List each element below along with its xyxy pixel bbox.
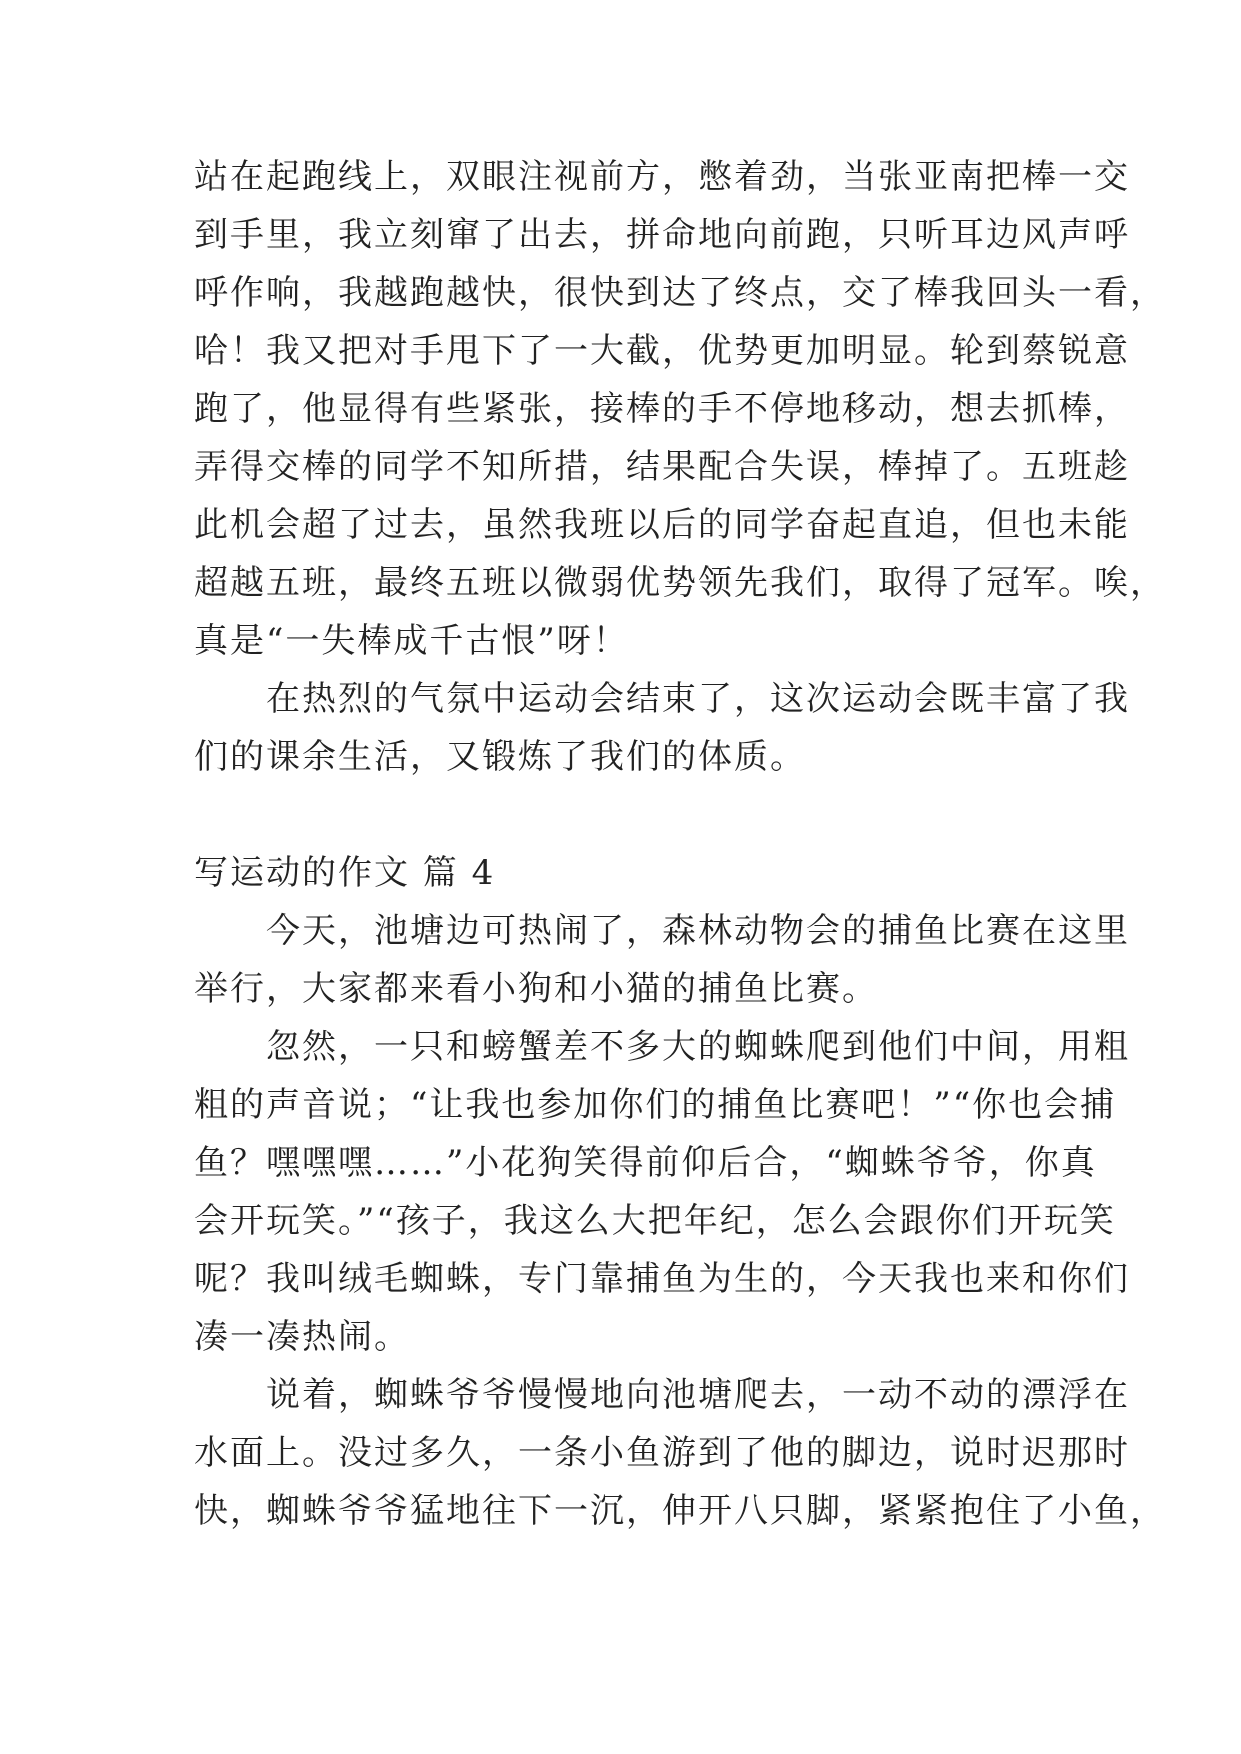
text-line: 跑了，他显得有些紧张，接棒的手不停地移动，想去抓棒， [194,389,1130,429]
text-line: 到手里，我立刻窜了出去，拼命地向前跑，只听耳边风声呼 [194,215,1130,255]
paragraph-gap [194,786,1054,844]
text-line: 站在起跑线上，双眼注视前方，憋着劲，当张亚南把棒一交 [194,157,1130,197]
text-line: 呢？我叫绒毛蜘蛛，专门靠捕鱼为生的，今天我也来和你们 [194,1259,1130,1299]
text-line: 呼作响，我越跑越快，很快到达了终点，交了棒我回头一看， [194,273,1166,313]
paragraph-first-line: 忽然，一只和螃蟹差不多大的蜘蛛爬到他们中间，用粗 [194,1027,1130,1067]
paragraph-first-line: 说着，蜘蛛爷爷慢慢地向池塘爬去，一动不动的漂浮在 [194,1375,1130,1415]
text-line: 凑一凑热闹。 [194,1317,410,1357]
text-line: 水面上。没过多久，一条小鱼游到了他的脚边，说时迟那时 [194,1433,1130,1473]
text-line: 会开玩笑。”“孩子，我这么大把年纪，怎么会跟你们开玩笑 [194,1201,1116,1241]
document-body [194,148,1166,1540]
text-line: 真是“一失棒成千古恨”呀！ [194,621,629,661]
text-line: 举行，大家都来看小狗和小猫的捕鱼比赛。 [194,969,878,1009]
text-line: 们的课余生活，又锻炼了我们的体质。 [194,737,806,777]
text-line: 哈！我又把对手甩下了一大截，优势更加明显。轮到蔡锐意 [194,331,1130,371]
text-line: 超越五班，最终五班以微弱优势领先我们，取得了冠军。唉， [194,563,1166,603]
text-line: 弄得交棒的同学不知所措，结果配合失误，棒掉了。五班趁 [194,447,1130,487]
text-line: 此机会超了过去，虽然我班以后的同学奋起直追，但也未能 [194,505,1130,545]
paragraph-first-line: 在热烈的气氛中运动会结束了，这次运动会既丰富了我 [194,679,1130,719]
text-line: 鱼？嘿嘿嘿……”小花狗笑得前仰后合，“蜘蛛爷爷，你真 [194,1143,1097,1183]
section-heading: 写运动的作文 篇 4 [194,853,496,893]
text-line: 粗的声音说；“让我也参加你们的捕鱼比赛吧！”“你也会捕 [194,1085,1117,1125]
paragraph-first-line: 今天，池塘边可热闹了，森林动物会的捕鱼比赛在这里 [194,911,1130,951]
text-line: 快，蜘蛛爷爷猛地往下一沉，伸开八只脚，紧紧抱住了小鱼， [194,1491,1166,1531]
